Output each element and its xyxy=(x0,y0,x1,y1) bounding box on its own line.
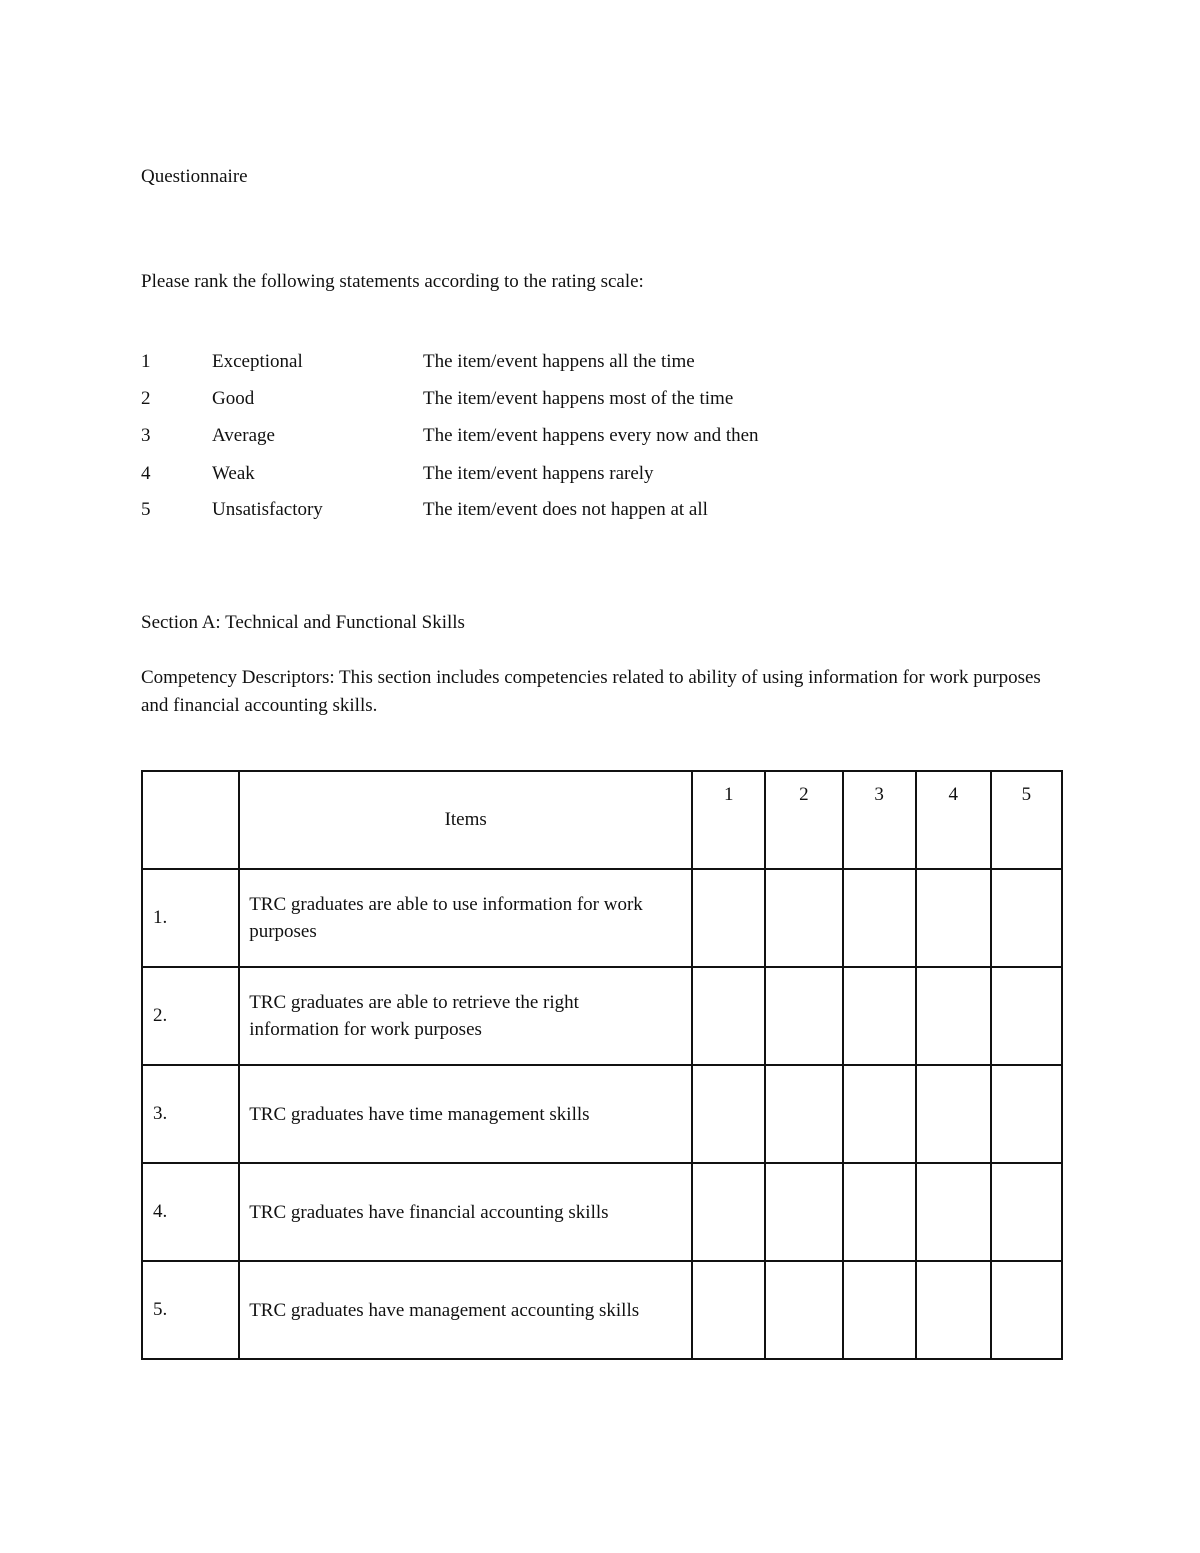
rating-cell-5[interactable] xyxy=(991,967,1062,1065)
header-rating-5: 5 xyxy=(991,771,1062,869)
scale-label: Good xyxy=(212,388,255,409)
scale-number: 3 xyxy=(141,425,151,446)
table-row xyxy=(142,1261,1062,1359)
row-number: 4. xyxy=(142,1163,239,1261)
header-rating-2: 2 xyxy=(765,771,842,869)
row-item-text: TRC graduates are able to use information for work purposes xyxy=(239,869,692,967)
scale-number: 4 xyxy=(141,463,151,484)
scale-label: Unsatisfactory xyxy=(212,499,323,520)
rating-cell-2[interactable] xyxy=(765,1065,842,1163)
rating-cell-3[interactable] xyxy=(843,1163,916,1261)
scale-description: The item/event happens rarely xyxy=(423,463,654,484)
rating-cell-1[interactable] xyxy=(692,1065,765,1163)
rating-cell-1[interactable] xyxy=(692,869,765,967)
scale-number: 1 xyxy=(141,351,151,372)
table-header-row xyxy=(142,771,1062,869)
row-number: 5. xyxy=(142,1261,239,1359)
section-title: Section A: Technical and Functional Skills xyxy=(141,612,465,633)
rating-cell-3[interactable] xyxy=(843,1065,916,1163)
scale-label: Average xyxy=(212,425,275,446)
rating-cell-3[interactable] xyxy=(843,869,916,967)
competency-descriptor: Competency Descriptors: This section includes competencies related to ability of using information for work purposes and financial accounting skills. xyxy=(141,667,1041,716)
rating-cell-1[interactable] xyxy=(692,967,765,1065)
row-item-text: TRC graduates have time management skills xyxy=(239,1065,692,1163)
scale-number: 2 xyxy=(141,388,151,409)
rating-cell-5[interactable] xyxy=(991,869,1062,967)
rating-cell-4[interactable] xyxy=(916,967,991,1065)
row-number: 2. xyxy=(142,967,239,1065)
document-title: Questionnaire xyxy=(141,166,248,187)
row-item-text: TRC graduates have management accounting skills xyxy=(239,1261,692,1359)
rating-cell-4[interactable] xyxy=(916,1261,991,1359)
rating-cell-2[interactable] xyxy=(765,1163,842,1261)
header-items: Items xyxy=(239,771,692,869)
instructions-text: Please rank the following statements according to the rating scale: xyxy=(141,271,644,292)
rating-cell-5[interactable] xyxy=(991,1163,1062,1261)
rating-cell-2[interactable] xyxy=(765,869,842,967)
rating-cell-5[interactable] xyxy=(991,1065,1062,1163)
table-row xyxy=(142,1065,1062,1163)
rating-cell-1[interactable] xyxy=(692,1261,765,1359)
scale-label: Exceptional xyxy=(212,351,303,372)
rating-cell-1[interactable] xyxy=(692,1163,765,1261)
scale-number: 5 xyxy=(141,499,151,520)
rating-cell-2[interactable] xyxy=(765,967,842,1065)
row-item-text: TRC graduates have financial accounting skills xyxy=(239,1163,692,1261)
row-number: 3. xyxy=(142,1065,239,1163)
scale-label: Weak xyxy=(212,463,255,484)
rating-cell-3[interactable] xyxy=(843,1261,916,1359)
rating-cell-4[interactable] xyxy=(916,1163,991,1261)
rating-table xyxy=(141,770,1063,1360)
table-row xyxy=(142,1163,1062,1261)
header-rating-4: 4 xyxy=(916,771,991,869)
header-rating-3: 3 xyxy=(843,771,916,869)
scale-description: The item/event happens every now and then xyxy=(423,425,759,446)
header-rating-1: 1 xyxy=(692,771,765,869)
rating-cell-2[interactable] xyxy=(765,1261,842,1359)
rating-cell-4[interactable] xyxy=(916,869,991,967)
rating-cell-4[interactable] xyxy=(916,1065,991,1163)
table-row xyxy=(142,869,1062,967)
scale-description: The item/event does not happen at all xyxy=(423,499,708,520)
rating-cell-3[interactable] xyxy=(843,967,916,1065)
table-row xyxy=(142,967,1062,1065)
scale-description: The item/event happens most of the time xyxy=(423,388,734,409)
row-number: 1. xyxy=(142,869,239,967)
scale-description: The item/event happens all the time xyxy=(423,351,695,372)
rating-cell-5[interactable] xyxy=(991,1261,1062,1359)
row-item-text: TRC graduates are able to retrieve the right information for work purposes xyxy=(239,967,692,1065)
header-number-cell xyxy=(142,771,239,869)
